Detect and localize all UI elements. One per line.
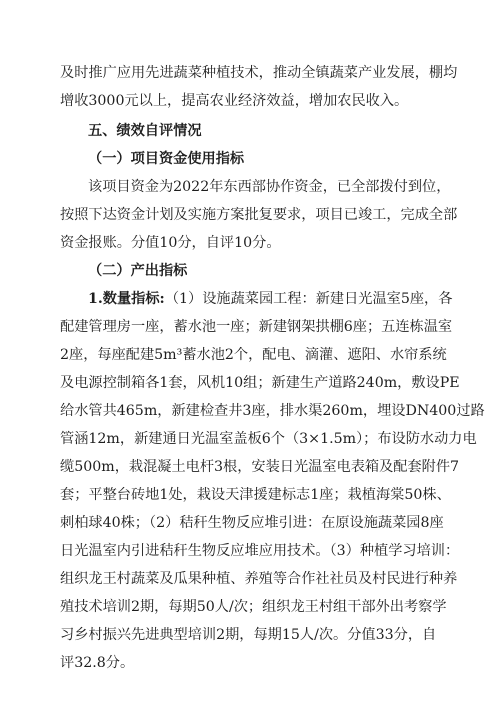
subsection-heading: （一）项目资金使用指标 xyxy=(88,151,245,167)
body-line: 管涵12m，新建通日光温室盖板6个（3×1.5m）；布设防水动力电 xyxy=(60,431,477,447)
body-line: 习乡村振兴先进典型培训2期，每期15人/次。分值33分，自 xyxy=(60,627,437,643)
body-line: 及时推广应用先进蔬菜种植技术，推动全镇蔬菜产业发展，棚均 xyxy=(60,65,458,81)
quantity-indicator-label: 1.数量指标: xyxy=(88,291,165,307)
body-line: 缆500m，栽混凝土电杆3根，安装日光温室电表箱及配套附件7 xyxy=(60,459,460,475)
subsection-heading: （二）产出指标 xyxy=(88,263,188,279)
body-line: 2座，每座配建5m³蓄水池2个，配电、滴灌、遮阳、水帘系统 xyxy=(60,347,447,363)
body-line: 套；平整台砖地1处，栽设天津援建标志1座；栽植海棠50株、 xyxy=(60,487,451,503)
body-line: 给水管共465m，新建检查井3座，排水渠260m，埋设DN400过路 xyxy=(60,403,485,419)
body-line: 日光温室内引进秸秆生物反应堆应用技术。（3）种植学习培训： xyxy=(60,543,460,559)
body-line xyxy=(88,289,453,309)
body-line: 配建管理房一座，蓄水池一座；新建钢架拱棚6座；五连栋温室 xyxy=(60,319,453,335)
body-line: 评32.8分。 xyxy=(60,655,135,671)
body-line: 该项目资金为2022年东西部协作资金，已全部拨付到位， xyxy=(88,179,451,195)
body-line: 及电源控制箱各1套，风机10组；新建生产道路240m，敷设PE xyxy=(60,375,460,391)
body-line: 增收3000元以上，提高农业经济效益，增加农民收入。 xyxy=(60,93,409,109)
quantity-indicator-text: （1）设施蔬菜园工程：新建日光温室5座，各 xyxy=(164,291,453,307)
body-line: 刺柏球40株；（2）秸秆生物反应堆引进：在原设施蔬菜园8座 xyxy=(60,515,444,531)
body-line: 资金报账。分值10分，自评10分。 xyxy=(60,235,281,251)
section-heading: 五、绩效自评情况 xyxy=(88,123,202,139)
body-line: 组织龙王村蔬菜及瓜果种植、养殖等合作社社员及村民进行种养 xyxy=(60,571,458,587)
body-line: 殖技术培训2期，每期50人/次；组织龙王村组干部外出考察学 xyxy=(60,599,447,615)
body-line: 按照下达资金计划及实施方案批复要求，项目已竣工，完成全部 xyxy=(60,207,458,223)
